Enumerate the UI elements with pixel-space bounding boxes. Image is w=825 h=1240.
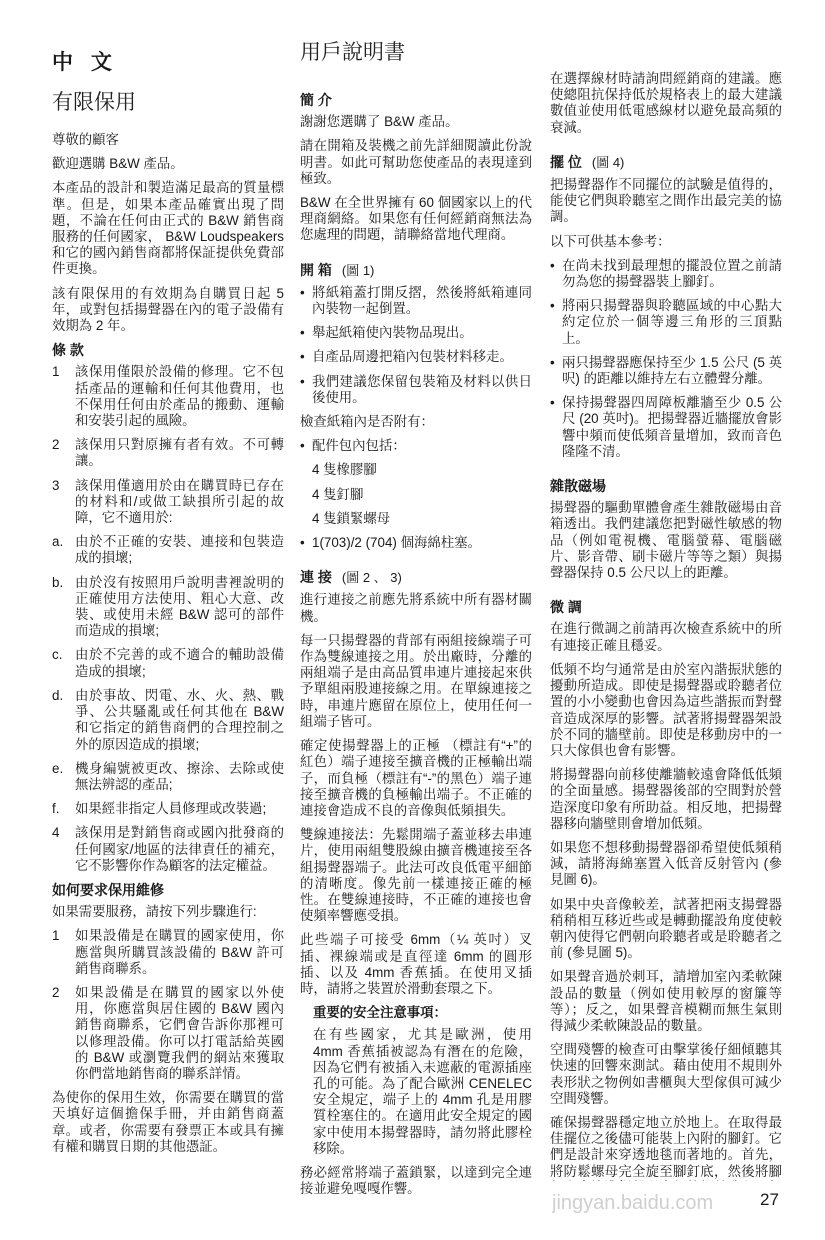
- paragraph: 歡迎選購 B&W 產品。: [52, 156, 184, 172]
- paragraph: 如果需要服務，請按下列步驟進行:: [52, 904, 257, 920]
- spacer: [550, 144, 782, 154]
- page-heading: 用戶說明書: [300, 41, 405, 64]
- spacer: [550, 589, 782, 599]
- bullet-icon: •: [300, 438, 305, 454]
- bullet-item: [300, 438, 532, 454]
- section-heading: [300, 569, 532, 586]
- item-marker: 2: [52, 437, 60, 453]
- note-heading: [300, 1005, 532, 1021]
- numbered-item: [52, 801, 284, 817]
- numbered-item: [52, 928, 284, 977]
- bullet-icon: •: [550, 298, 555, 314]
- heading-text: 連 接: [300, 569, 332, 586]
- paragraph: 在進行微調之前請再次檢查系統中的所有連接正確且穩妥。: [550, 621, 782, 653]
- heading-text: 開 箱: [300, 261, 332, 278]
- heading-text: 雜散磁場: [550, 478, 606, 495]
- item-text: 將兩只揚聲器與聆聽區域的中心點大約定位於一個等邊三角形的三頂點上。: [562, 298, 782, 346]
- numbered-item: [52, 534, 284, 566]
- heading-text: 微 調: [550, 599, 582, 616]
- paragraph: 低頻不均勻通常是由於室內諧振狀態的擾動所造成。即使是揚聲器或聆聽者位置的小小變動也會因為這些諧振而對聲音造成深厚的影響。試著將揚聲器架設於不同的牆壁前。即使是移動房中的一只大傢俱也會有影響。: [550, 661, 782, 758]
- item-text: 如果設備是在購買的國家使用，你應當與所購買該設備的 B&W 許可銷售商聯系。: [75, 928, 284, 976]
- item-marker: e.: [52, 760, 64, 776]
- paragraph: 空間殘響的檢查可由擊掌後仔細傾聽其快速的回響來測試。藉由使用不規則外表形狀之物例如書櫃與大型傢俱可減少空間殘響。: [550, 1042, 782, 1106]
- spacer: [300, 252, 532, 262]
- item-text: 兩只揚聲器應保持至少 1.5 公尺 (5 英呎) 的距離以維持左右立體聲分離。: [562, 354, 782, 387]
- paragraph: 在選擇線材時請詢問經銷商的建議。應使總阻抗保持低於規格表上的最大建議數值並使用低電感線材以避免最高頻的衰減。: [550, 71, 782, 135]
- paragraph: 本產品的設計和製造滿足最高的質量標準。但是，如果本產品確實出現了問題，不論在任何由正式的 B&W 銷售商服務的任何國家， B&W Loudspeakers 和它的國內銷售商都將保証提供免費部件更換。: [52, 180, 284, 277]
- item-text: 該保用只對原擁有者有效。不可轉讓。: [75, 437, 284, 469]
- numbered-item: [52, 761, 284, 793]
- item-text: 配件包內包括：: [312, 438, 406, 454]
- paragraph: 每一只揚聲器的背部有兩組接線端子可作為雙線連接之用。於出廠時，分離的兩組端子是由高品質串連片連接起來供予單組兩股連接線之用。在單線連接之時，串連片應留在原位上，使用任何一組端子皆可。: [300, 632, 532, 729]
- bullet-item: [300, 374, 532, 406]
- spacer: [300, 559, 532, 569]
- item-marker: f.: [52, 801, 60, 817]
- spacer: [550, 468, 782, 478]
- page-number: 27: [760, 1190, 779, 1209]
- item-text: 由於沒有按照用戶說明書裡說明的正確使用方法使用、粗心大意、改裝、或使用未經 B&W 認可的部件而造成的損壞;: [75, 574, 284, 639]
- section-heading: [52, 342, 284, 358]
- bullet-item: [550, 355, 782, 387]
- bullet-icon: •: [550, 354, 555, 370]
- item-text: 如果經非指定人員修理或改裝過;: [75, 801, 267, 817]
- paragraph: B&W 在全世界擁有 60 個國家以上的代理商網絡。如果您有任何經銷商無法為您處理的問題，請聯絡當地代理商。: [300, 195, 532, 243]
- bullet-icon: •: [550, 257, 555, 273]
- bullet-item: [550, 298, 782, 347]
- bullet-icon: •: [550, 395, 555, 411]
- column-manual: [300, 40, 532, 1205]
- item-text: 該保用僅適用於由在購買時已存在的材料和/或做工缺損所引起的故障，它不適用於:: [75, 477, 284, 526]
- paragraph: 把揚聲器作不同擺位的試驗是值得的，能使它們與聆聽室之間作出最完美的協調。: [550, 177, 782, 225]
- bullet-icon: •: [300, 535, 305, 551]
- note-text: 在有些國家，尤其是歐洲，使用 4mm 香蕉插被認為有潛在的危險，因為它們有被插入未遮蔽的電源插座孔的可能。為了配合歐洲 CENELEC 安全規定，端子上的 4mm 孔是用膠質栓塞住的。在適用此安全規定的國家中使用本揚聲器時，請勿將此膠栓移除。: [313, 1027, 532, 1156]
- section-heading: [550, 478, 782, 494]
- item-marker: a.: [52, 534, 64, 550]
- numbered-item: [52, 364, 284, 429]
- paragraph: 將揚聲器向前移使離牆較遠會降低低頻的全面量感。揚聲器後部的空間對於營造深度印象有所助益。相反地，把揚聲器移向牆壁則會增加低頻。: [550, 767, 782, 831]
- item-text: 將紙箱蓋打開反摺，然後將紙箱連同內裝物一起倒置。: [312, 284, 532, 317]
- item-marker: 2: [52, 984, 60, 1000]
- section-heading: [550, 154, 782, 171]
- heading-text: 條 款: [52, 342, 84, 359]
- figure-reference: (圖 2 、 3): [341, 570, 402, 586]
- paragraph: 確保揚聲器穩定地立於地上。在取得最佳擺位之後儘可能裝上內附的腳釘。它們是設計來穿透地毯而著地的。首先，將防鬆螺母完全旋至腳釘底，然後將腳: [550, 1114, 782, 1179]
- heading-text: 如何要求保用維修: [52, 881, 164, 898]
- paragraph: 務必經常將端子蓋鎖緊，以達到完全連接並避免嘎嘎作響。: [300, 1164, 532, 1197]
- bullet-item: [550, 395, 782, 460]
- item-text: 機身編號被更改、擦涂、去除或使無法辨認的產品;: [75, 760, 284, 792]
- bullet-item: [300, 349, 532, 365]
- item-text: 該保用僅限於設備的修理。它不包括產品的運輸和任何其他費用，也不保用任何由於產品的搬動、運輸和安裝引起的風險。: [75, 364, 284, 429]
- item-marker: 4: [52, 825, 60, 841]
- paragraph: 如果中央音像較差，試著把兩支揚聲器稍稍相互移近些或是轉動擺設角度使較朝內使得它們朝向聆聽者或是聆聽者之前 (參見圖 5)。: [550, 896, 782, 961]
- heading-text: 擺 位: [550, 153, 582, 170]
- paragraph: 如果聲音過於刺耳，請增加室內柔軟陳設品的數量（例如使用較厚的窗簾等等）；反之，如果聲音模糊而無生氣則得減少柔軟陳設品的數量。: [550, 969, 782, 1033]
- numbered-item: [52, 437, 284, 469]
- sub-item: 4 隻橡膠腳: [312, 462, 377, 478]
- section-heading: [550, 599, 782, 615]
- heading-text: 簡 介: [300, 92, 332, 108]
- item-text: 我們建議您保留包裝箱及材料以供日後使用。: [312, 373, 532, 405]
- bullet-item: [300, 285, 532, 317]
- paragraph: 檢查紙箱內是否附有：: [300, 414, 434, 430]
- note-heading-text: 重要的安全注意事項：: [313, 1005, 447, 1021]
- paragraph: 尊敬的顧客: [52, 132, 119, 147]
- item-marker: 3: [52, 477, 60, 493]
- paragraph: 請在開箱及裝機之前先詳細閱讀此份說明書。如此可幫助您使產品的表現達到極致。: [300, 138, 532, 186]
- sub-item: 4 隻釘腳: [312, 486, 364, 502]
- watermark: jingyan.baidu.com: [552, 1192, 714, 1214]
- paragraph: 為使你的保用生效，你需要在購買的當天填好這個擔保手冊，并由銷售商蓋章。或者，你需要有發票正本或具有擁有權和購買日期的其他憑証。: [52, 1090, 284, 1154]
- item-text: 如果設備是在購買的國家以外使用，你應當與居住國的 B&W 國內銷售商聯系，它們會告訴你那裡可以修理設備。你可以打電話給英國的 B&W 或瀏覽我們的網站來獲取你們當地銷售商的聯系詳情。: [75, 984, 284, 1081]
- paragraph: 謝謝您選購了 B&W 產品。: [300, 114, 459, 130]
- bullet-item: [300, 535, 532, 551]
- item-marker: 1: [52, 364, 60, 380]
- note-paragraph: [300, 1027, 532, 1157]
- item-text: 1(703)/2 (704) 個海綿柱塞。: [312, 535, 481, 551]
- paragraph: 以下可供基本參考：: [550, 233, 671, 249]
- numbered-item: [52, 575, 284, 640]
- item-text: 由於不正確的安裝、連接和包裝造成的損壞;: [75, 534, 284, 566]
- numbered-item: [52, 985, 284, 1082]
- bullet-item: [300, 325, 532, 341]
- item-text: 自產品周邊把箱內包裝材料移走。: [312, 349, 513, 365]
- item-text: 該保用是對銷售商或國內批發商的任何國家/地區的法律責任的補充，它不影響你作為顧客的法定權益。: [75, 825, 284, 873]
- paragraph: 揚聲器的驅動單體會產生雜散磁場由音箱透出。我們建議您把對磁性敏感的物品（例如電視機、電腦螢幕、電腦磁片、影音帶、刷卡磁片等等之類）與揚聲器保持 0.5 公尺以上的距離。: [550, 500, 782, 581]
- bullet-icon: •: [300, 325, 305, 341]
- item-text: 保持揚聲器四周障板離牆至少 0.5 公尺 (20 英吋)。把揚聲器近牆擺放會影響中頻而使低頻音量增加，致而音色隆隆不清。: [562, 395, 782, 459]
- item-marker: 1: [52, 928, 60, 944]
- bullet-item: [550, 258, 782, 290]
- numbered-item: [52, 825, 284, 874]
- figure-reference: (圖 1): [341, 262, 375, 278]
- section-title: 中 文: [52, 51, 118, 74]
- numbered-item: [52, 647, 284, 679]
- paragraph: 進行連接之前應先將系統中所有器材關機。: [300, 592, 532, 624]
- item-text: 舉起紙箱使內裝物品現出。: [312, 325, 473, 341]
- bullet-icon: •: [300, 349, 305, 365]
- column-warranty: [52, 44, 284, 1163]
- item-text: 由於不完善的或不適合的輔助設備造成的損壞;: [75, 647, 284, 679]
- paragraph: 該有限保用的有效期為自購買日起 5 年，或對包括揚聲器在內的電子設備有效期為 2 年。: [52, 285, 284, 334]
- paragraph: 雙線連接法：先鬆開端子蓋並移去串連片，使用兩組雙股線由擴音機連接至各組揚聲器端子。此法可改良低電平細節的清晰度。像先前一樣連接正確的極性。在雙線連接時，不正確的連接也會使頻率響應受損。: [300, 827, 532, 924]
- paragraph: 確定使揚聲器上的正極 （標註有“+”的紅色）端子連接至擴音機的正極輸出端子，而負極（標註有“-”的黑色）端子連接至擴音機的負極輸出端子。不正確的連接會造成不良的音像與低頻損失。: [300, 738, 532, 818]
- numbered-item: [52, 688, 284, 753]
- item-marker: d.: [52, 687, 64, 703]
- item-text: 在尚未找到最理想的擺設位置之前請勿為您的揚聲器裝上腳釘。: [562, 257, 782, 290]
- section-heading: [300, 262, 532, 279]
- item-marker: b.: [52, 574, 64, 590]
- page-heading: 有限保用: [52, 91, 136, 114]
- item-marker: c.: [52, 647, 63, 663]
- paragraph: 如果您不想移動揚聲器卻希望使低頻稍減，請將海綿塞置入低音反射管內 (參見圖 6)。: [550, 839, 782, 888]
- bullet-icon: •: [300, 373, 305, 389]
- paragraph: 此些端子可接受 6mm（¼ 英吋）叉插、裸線端或是直徑達 6mm 的圓形插、以及 4mm 香蕉插。在使用叉插時，請將之裝置於滑動套環之下。: [300, 932, 532, 996]
- item-text: 由於事故、閃電、水、火、熱、戰爭、公共騷亂或任何其他在 B&W 和它指定的銷售商們的合理控制之外的原因造成的損壞;: [75, 687, 284, 752]
- bullet-icon: •: [300, 284, 305, 300]
- column-positioning: [550, 71, 782, 1181]
- sub-item: 4 隻鎖緊螺母: [312, 510, 391, 526]
- numbered-item: [52, 478, 284, 527]
- section-heading: [300, 92, 532, 108]
- section-heading: [52, 882, 284, 898]
- figure-reference: (圖 4): [591, 154, 625, 170]
